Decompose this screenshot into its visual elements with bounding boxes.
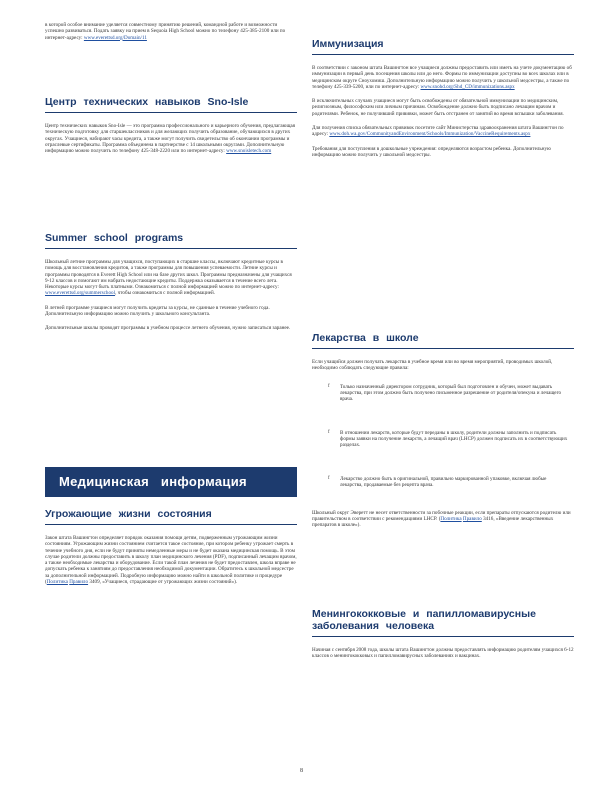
threat-rule: [45, 524, 297, 525]
bullet-item: В отношении лекарств, которые будут переданы в школу, родители должны заполнить и подписать формы заявки на получение лекарств, а лечащий врач (LHCP) должен подписать их в соответствующих разделах.: [340, 429, 568, 449]
threat-text: Закон штата Вашингтон определяет порядок оказания помощи детям, подверженным угрожающим жизни состояниям. Угрожающим жизни состоянием считается такое состояние, при котором ребенку угрожает смерть в течение учебного дня, если не будут приняты немедленные меры и не будет оказана медицинская помощь. В этом случае родители должны предоставить в школу план медицинского лечения (PDF), подписанный лечащим врачом, а также необходимые лекарства и оборудование. Если такой план лечения не будет предоставлен, школа вправе не допускать ребенка к занятиям до предоставления необходимой документации. Обратитесь к школьной медсестре за дополнительной информацией. Подробную информацию можно найти в школьной политике и процедуре (Политика Правило 3409, «Учащиеся, страдающие от угрожающих жизни состояний»).: [45, 535, 297, 586]
threat-rule-link[interactable]: Правило: [69, 579, 89, 586]
summer-text: Школьный летние программы для учащихся, поступающих в старшие классы, включают кредитные курсы в помощь для восстановления кредитов, а также программы для повышения успеваемости. Летние курсы и программы проводятся в Everett High School или на базе других школ. Программы предназначены для учащихся 9-12 классов и помогают им набрать недостающие кредиты. Поддержка оказывается в течение всего лета. Некоторые курсы могут быть платными. Ознакомиться с полной информацией можно по интернет-адресу: www.everettsd.org/summerschool, чтобы ознакомиться с полной информацией.: [45, 259, 292, 297]
intro-link[interactable]: www.everettsd.org/Domain/11: [83, 34, 147, 41]
summer-link[interactable]: www.everettsd.org/summerschool: [45, 290, 116, 297]
intro-block: [45, 22, 297, 41]
threat-section: [45, 508, 297, 585]
summer-heading: Summer school programs: [45, 232, 184, 244]
immun-rule: [312, 54, 574, 55]
banner-title: Медицинская информация: [59, 474, 247, 489]
meds-text-2: Школьный округ Эверетт не несет ответственности за побочные реакции, если препараты отпускаются родителю или правительством в соответствии с рекомендациями LHCP. (Политика Правило 3416, «Введение лекарственных препаратов в школе»).: [312, 509, 571, 529]
page-number: 8: [300, 768, 303, 774]
mening-text: Начиная с сентября 2008 года, школы штата Вашингтон должны предоставлять информацию родителям учащихся 6-12 классов о менингококковых и папилломавирусных заболеваниях и вакцинах.: [312, 647, 574, 660]
meds-heading: Лекарства в школе: [312, 332, 419, 344]
threat-heading: Угрожающие жизни состояния: [45, 508, 212, 520]
bullet-item: Лекарство должно быть в оригинальной, правильно маркированной упаковке, включая любые лекарства, продаваемые без рецепта врача.: [340, 475, 547, 488]
meds-intro: Если учащийся должен получать лекарства в учебное время или во время мероприятий, проводимых школой, необходимо соблюдать следующие правила:: [312, 359, 553, 372]
mening-section: [312, 608, 574, 660]
threat-policy-link[interactable]: Политика: [46, 579, 68, 586]
summer-text-2: В летней программе учащиеся могут получить кредиты за курсы, не сданные в течение учебного года. Дополнительную информацию можно получить у школьного консультанта.: [45, 304, 270, 318]
bullet-marker: f: [328, 475, 330, 481]
meds-bullet-list: [312, 378, 574, 508]
immun-text-4: Требования для поступления в дошкольные учреждения: определяются возрастом ребенка. Дополнительную информацию можно получить у школьной медсестры.: [312, 145, 551, 158]
sno-link[interactable]: www.snoisletech.com: [226, 148, 272, 155]
immun-heading: Иммунизация: [312, 38, 384, 50]
immun-link-1[interactable]: www.snohd.org/Shd_CD/immunizations.aspx: [420, 83, 515, 90]
immun-section: [312, 38, 574, 158]
summer-section: [45, 232, 297, 332]
medical-info-banner: [45, 467, 297, 497]
sno-heading: Центр технических навыков Sno-Isle: [45, 96, 249, 108]
meds-section: [312, 332, 574, 528]
meds-rule: [312, 348, 574, 349]
meds-rule-link[interactable]: Правило: [462, 515, 482, 522]
meds-policy-link[interactable]: Политика: [440, 515, 462, 522]
immun-text-2: В исключительных случаях учащиеся могут быть освобождены от обязательной иммунизации по медицинским, религиозным, философским или личным причинам. Освобождение должно быть подписано лечащим врачом и родителями. Ребенок, не получивший прививки, может быть отстранен от занятий во время вспышки заболевания.: [312, 98, 564, 117]
intro-text: в которой особое внимание уделяется совместному принятию решений, командной работе и возможности успешно развиваться. Подать заявку на прием в Sequoia High School можно по телефону 425-385-2100 или по интернет-адресу: www.everettsd.org/Domain/11: [45, 22, 286, 41]
immun-text-3: Для получения списка обязательных прививок посетите сайт Министерства здравоохранения штата Вашингтон по адресу: www.doh.wa.gov/CommunityandEnvironment/Schools/Immunization/VaccineRequirements.aspx: [312, 125, 564, 138]
bullet-marker: f: [328, 383, 330, 389]
sno-text: Центр технических навыков Sno-Isle — это программа профессионального и карьерного обучения, предлагающая техническую подготовку для старшеклассников и для желающих получить образование, обучающихся в других округах. Учащиеся, набирают часы кредита, а также могут получить свидетельство об окончании программы и отраслевые сертификаты. Программа объединена в партнерстве с 14 школьными округами. Дополнительную информацию можно получить по телефону 425-348-2220 или по интернет-адресу: www.snoisletech.com: [45, 123, 296, 155]
bullet-item: Только назначенный директором сотрудник, который был подготовлен и обучен, может выдавать лекарства, при этом должно быть получено письменное разрешение от родителя/опекуна и лечащего врача.: [340, 383, 562, 403]
mening-heading: Менингококковые и папилломавирусные заболевания человека: [312, 608, 536, 632]
bullet-marker: f: [328, 429, 330, 435]
summer-text-3: Дополнительные школы проводят программы в учебном процессе летнего обучения, нужно записаться заранее.: [45, 325, 291, 332]
sno-rule: [45, 112, 297, 113]
immun-link-2[interactable]: www.doh.wa.gov/CommunityandEnvironment/Schools/Immunization/VaccineRequirements.aspx: [329, 131, 531, 138]
immun-text-1: В соответствии с законом штата Вашингтон все учащиеся должны предоставить или иметь на учете документацию об иммунизации в первый день посещения школы или до него. Формы по иммунизации доступны во всех школах или в медицинском округе Сноухомиш. Дополнительную информацию можно получить у школьной медсестры, а также по телефону 425-339-5200, или по интернет-адресу: www.snohd.org/Shd_CD/immunizations.aspx: [312, 65, 572, 90]
summer-rule: [45, 248, 297, 249]
sno-section: [45, 96, 297, 154]
mening-rule: [312, 636, 574, 637]
